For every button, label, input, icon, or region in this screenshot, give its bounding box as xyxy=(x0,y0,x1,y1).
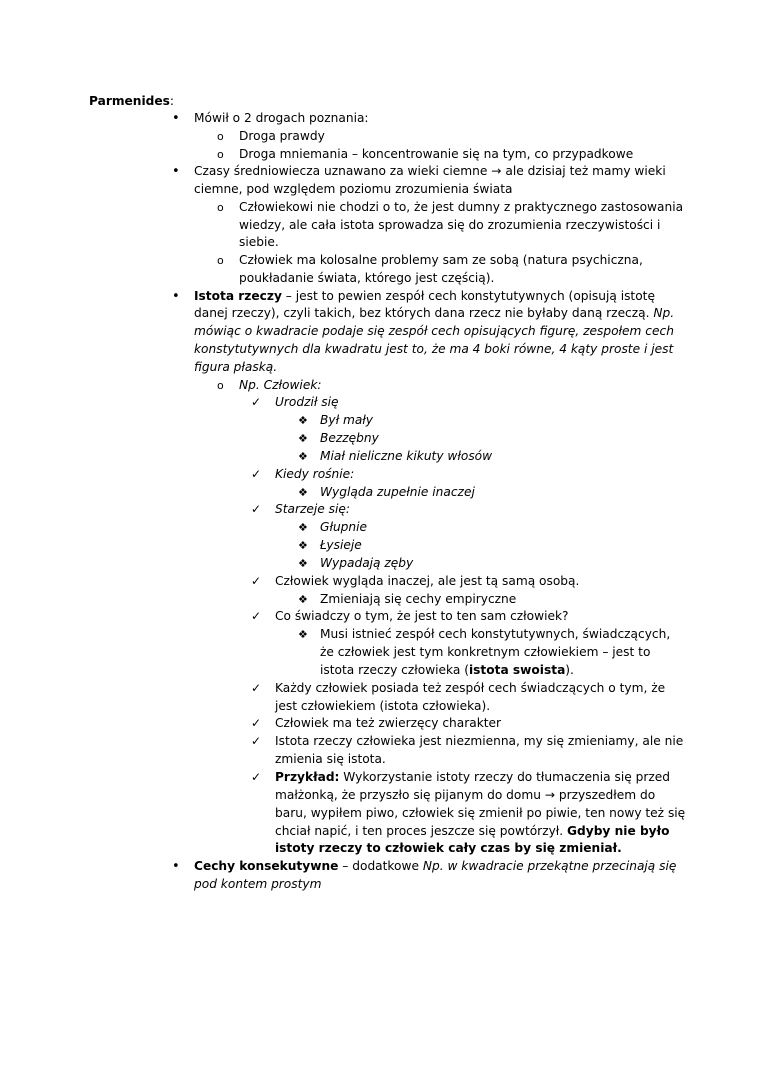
text-span: Np. xyxy=(653,306,675,320)
diamond-bullet-icon: ❖ xyxy=(298,539,308,552)
term-istota-swoista: istota swoista xyxy=(469,663,566,677)
example-label: Przykład: xyxy=(275,770,340,784)
text-span: istota rzeczy człowieka ( xyxy=(320,663,469,677)
text-line xyxy=(194,858,676,875)
check-icon: ✓ xyxy=(251,770,262,784)
text-line: zmienia się istota. xyxy=(275,752,386,766)
text-line: wiedzy, ale cała istota sprowadza się do zrozumienia rzeczywistości i xyxy=(239,218,661,232)
text-line xyxy=(275,769,670,786)
bullet-circle: o xyxy=(217,130,224,143)
text-line: siebie. xyxy=(239,235,279,249)
text-span: Np. w kwadracie przekątne przecinają się xyxy=(422,859,677,873)
diamond-bullet-icon: ❖ xyxy=(298,450,308,463)
section-heading xyxy=(89,93,174,110)
text-line: Droga prawdy xyxy=(239,129,325,143)
text-span: – dodatkowe xyxy=(338,859,423,873)
text-line: Był mały xyxy=(320,413,373,427)
bullet-dot: • xyxy=(172,859,180,874)
text-line: Bezzębny xyxy=(320,431,379,445)
bullet-dot: • xyxy=(172,164,180,179)
text-line xyxy=(194,288,655,305)
diamond-bullet-icon: ❖ xyxy=(298,414,308,427)
text-line: Wygląda zupełnie inaczej xyxy=(320,485,475,499)
text-line: Starzeje się: xyxy=(275,502,350,516)
text-line: Mówił o 2 drogach poznania: xyxy=(194,111,369,125)
text-line: Kiedy rośnie: xyxy=(275,467,355,481)
text-span: – jest to pewien zespół cech konstytutywnych (opisują istotę xyxy=(281,289,655,303)
text-span: ). xyxy=(565,663,574,677)
bullet-circle: o xyxy=(217,254,224,267)
text-line: Urodził się xyxy=(275,395,339,409)
bullet-circle: o xyxy=(217,148,224,161)
text-line: jest człowiekiem (istota człowieka). xyxy=(275,699,491,713)
text-line: konstytutywnych dla kwadratu jest to, że ma 4 boki równe, 4 kąty proste i jest xyxy=(194,342,674,356)
text-line: istoty rzeczy to człowiek cały czas by się zmieniał. xyxy=(275,841,622,855)
text-line: ciemne, pod względem poziomu zrozumienia świata xyxy=(194,182,513,196)
text-line: Droga mniemania – koncentrowanie się na tym, co przypadkowe xyxy=(239,147,634,161)
text-span: Gdyby nie było xyxy=(567,824,670,838)
check-icon: ✓ xyxy=(251,609,262,623)
text-line: Zmieniają się cechy empiryczne xyxy=(320,592,517,606)
text-line: Np. Człowiek: xyxy=(239,378,322,392)
text-line: Człowiekowi nie chodzi o to, że jest dumny z praktycznego zastosowania xyxy=(239,200,684,214)
text-line xyxy=(275,823,670,840)
text-line: pod kontem prostym xyxy=(194,877,322,891)
text-line: Co świadczy o tym, że jest to ten sam człowiek? xyxy=(275,609,569,623)
check-icon: ✓ xyxy=(251,395,262,409)
diamond-bullet-icon: ❖ xyxy=(298,628,308,641)
bullet-dot: • xyxy=(172,111,180,126)
text-line: że człowiek jest tym konkretnym człowiekiem – jest to xyxy=(320,645,651,659)
text-line: małżonką, że przyszło się pijanym do domu → przyszedłem do xyxy=(275,788,656,802)
text-line: Istota rzeczy człowieka jest niezmienna, my się zmieniamy, ale nie xyxy=(275,734,684,748)
term-cechy-konsekutywne: Cechy konsekutywne xyxy=(194,859,339,873)
text-line: mówiąc o kwadracie podaje się zespół cech opisujących figurę, zespołem cech xyxy=(194,324,674,338)
text-line: Człowiek wygląda inaczej, ale jest tą samą osobą. xyxy=(275,574,580,588)
text-span: danej rzeczy), czyli takich, bez których dana rzecz nie byłaby daną rzeczą. xyxy=(194,306,654,320)
bullet-circle: o xyxy=(217,379,224,392)
diamond-bullet-icon: ❖ xyxy=(298,593,308,606)
check-icon: ✓ xyxy=(251,574,262,588)
text-line: Każdy człowiek posiada też zespół cech świadczących o tym, że xyxy=(275,681,666,695)
diamond-bullet-icon: ❖ xyxy=(298,557,308,570)
text-line: poukładanie świata, którego jest częścią). xyxy=(239,271,495,285)
text-line: Człowiek ma też zwierzęcy charakter xyxy=(275,716,502,730)
text-line: baru, wypiłem piwo, człowiek się zmienił po piwie, ten nowy też się xyxy=(275,806,686,820)
text-line xyxy=(194,305,674,322)
text-span: chciał napić, i ten proces jeszcze się powtórzył. xyxy=(275,824,568,838)
bullet-circle: o xyxy=(217,201,224,214)
text-line: Wypadają zęby xyxy=(320,556,414,570)
text-line: Człowiek ma kolosalne problemy sam ze sobą (natura psychiczna, xyxy=(239,253,643,267)
diamond-bullet-icon: ❖ xyxy=(298,521,308,534)
text-line: Musi istnieć zespół cech konstytutywnych, świadczących, xyxy=(320,627,671,641)
check-icon: ✓ xyxy=(251,716,262,730)
text-line: Czasy średniowiecza uznawano za wieki ciemne → ale dzisiaj też mamy wieki xyxy=(194,164,666,178)
diamond-bullet-icon: ❖ xyxy=(298,432,308,445)
text-line: Łysieje xyxy=(320,538,362,552)
term-istota-rzeczy: Istota rzeczy xyxy=(194,289,282,303)
check-icon: ✓ xyxy=(251,502,262,516)
diamond-bullet-icon: ❖ xyxy=(298,486,308,499)
heading-colon: : xyxy=(169,94,175,108)
heading-title: Parmenides xyxy=(89,94,170,108)
text-span: Wykorzystanie istoty rzeczy do tłumaczenia się przed xyxy=(339,770,670,784)
text-line: figura płaską. xyxy=(194,360,278,374)
check-icon: ✓ xyxy=(251,681,262,695)
check-icon: ✓ xyxy=(251,734,262,748)
text-line: Miał nieliczne kikuty włosów xyxy=(320,449,493,463)
bullet-dot: • xyxy=(172,289,180,304)
text-line xyxy=(320,662,574,679)
text-line: Głupnie xyxy=(320,520,368,534)
check-icon: ✓ xyxy=(251,467,262,481)
